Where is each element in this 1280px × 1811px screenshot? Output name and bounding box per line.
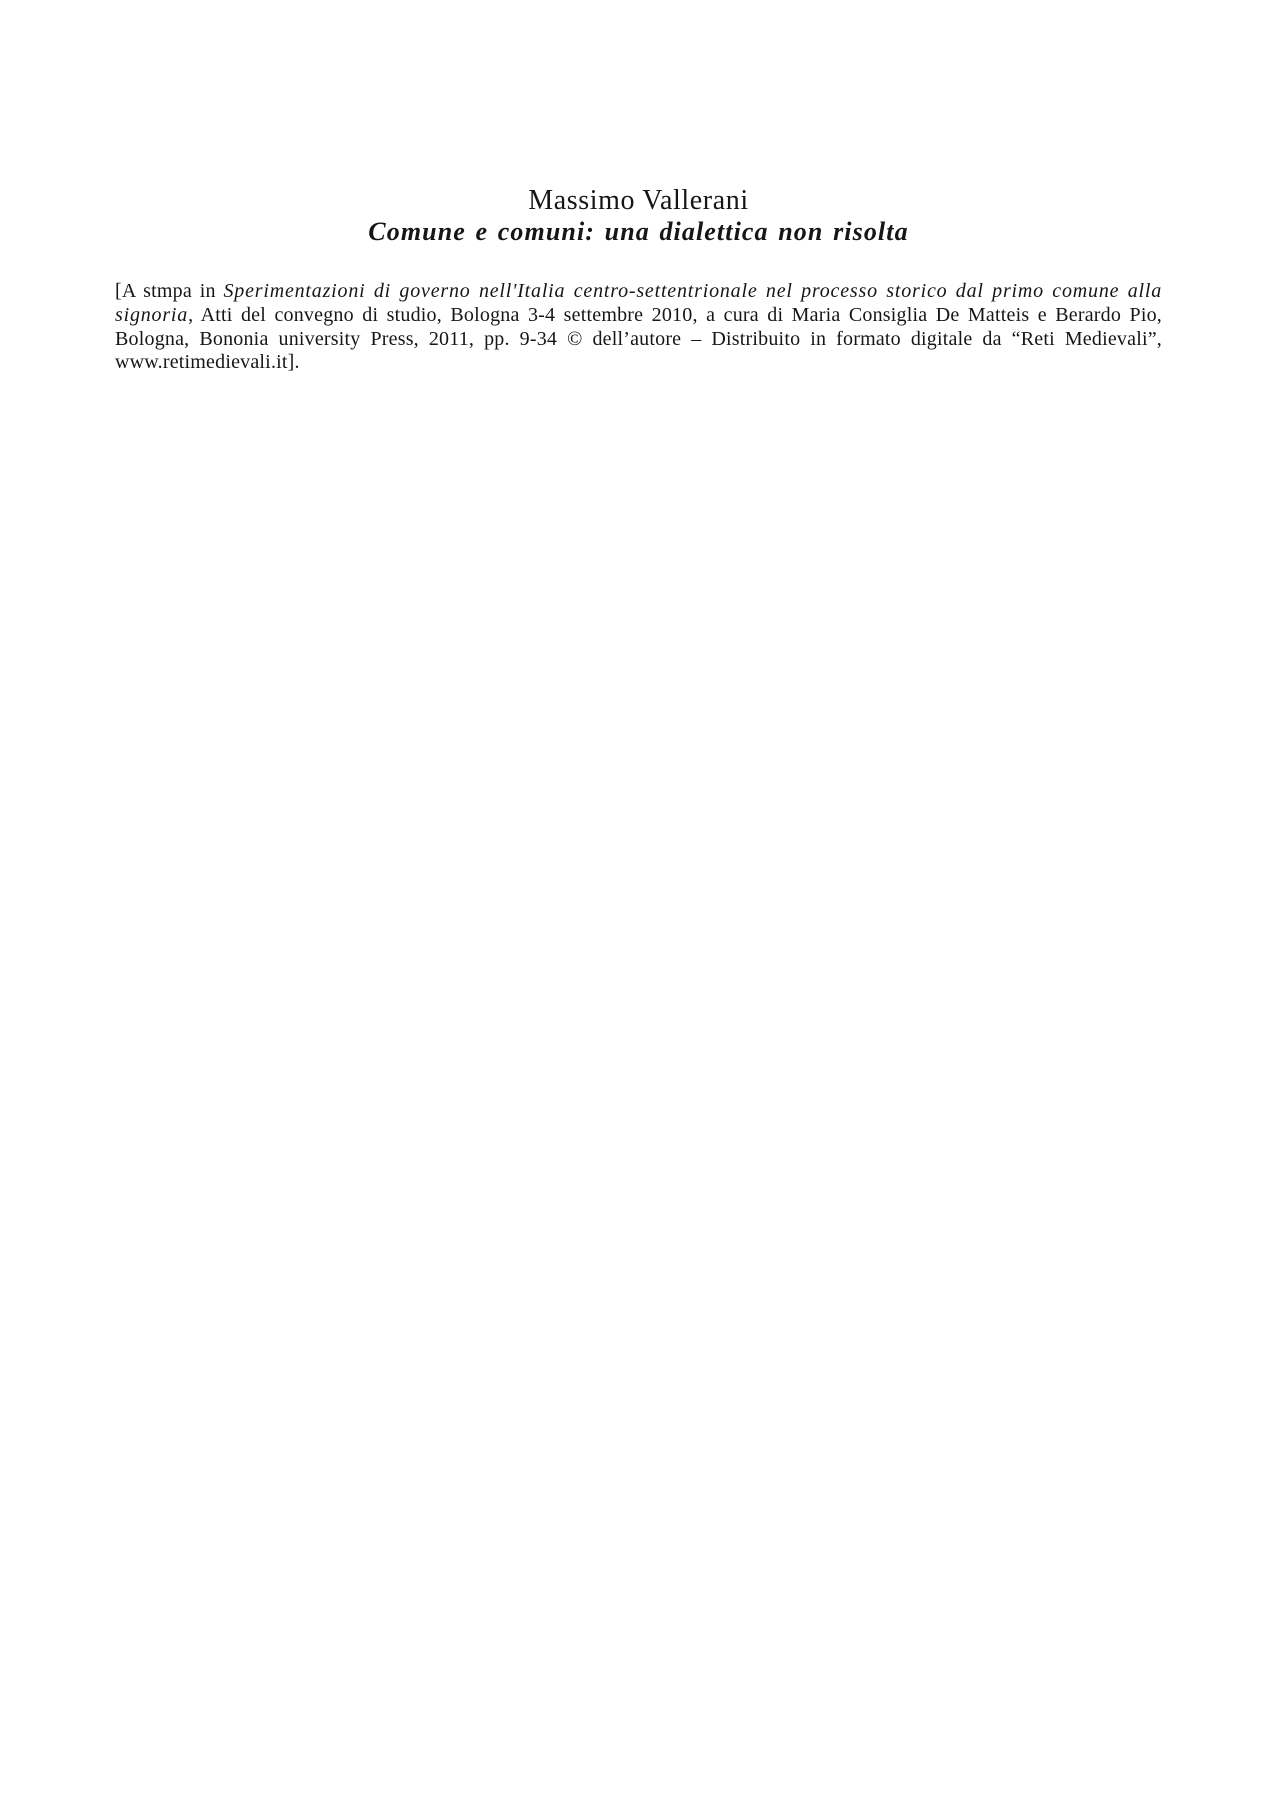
- author-name: Massimo Vallerani: [528, 185, 749, 216]
- citation-work-title: Sperimentazioni di governo nell'Italia centro-settentrionale nel processo storico dal primo comune alla signoria: [115, 280, 1163, 326]
- paper-title: Comune e comuni: una dialettica non risolta: [368, 216, 909, 246]
- citation-open-text: [A stmpa in: [115, 280, 224, 303]
- citation-details-text: , Atti del convegno di studio, Bologna 3-4 settembre 2010, a cura di Maria Consiglia De Matteis e Berardo Pio, Bologna, Bononia university Press, 2011, pp. 9-34 © dell’autore – Distribuito in formato digitale da “Reti Medievali”, www.retimedievali.it].: [115, 303, 1162, 374]
- document-header: [115, 186, 1162, 246]
- page-content: [0, 0, 1280, 375]
- citation-paragraph: [115, 280, 1162, 374]
